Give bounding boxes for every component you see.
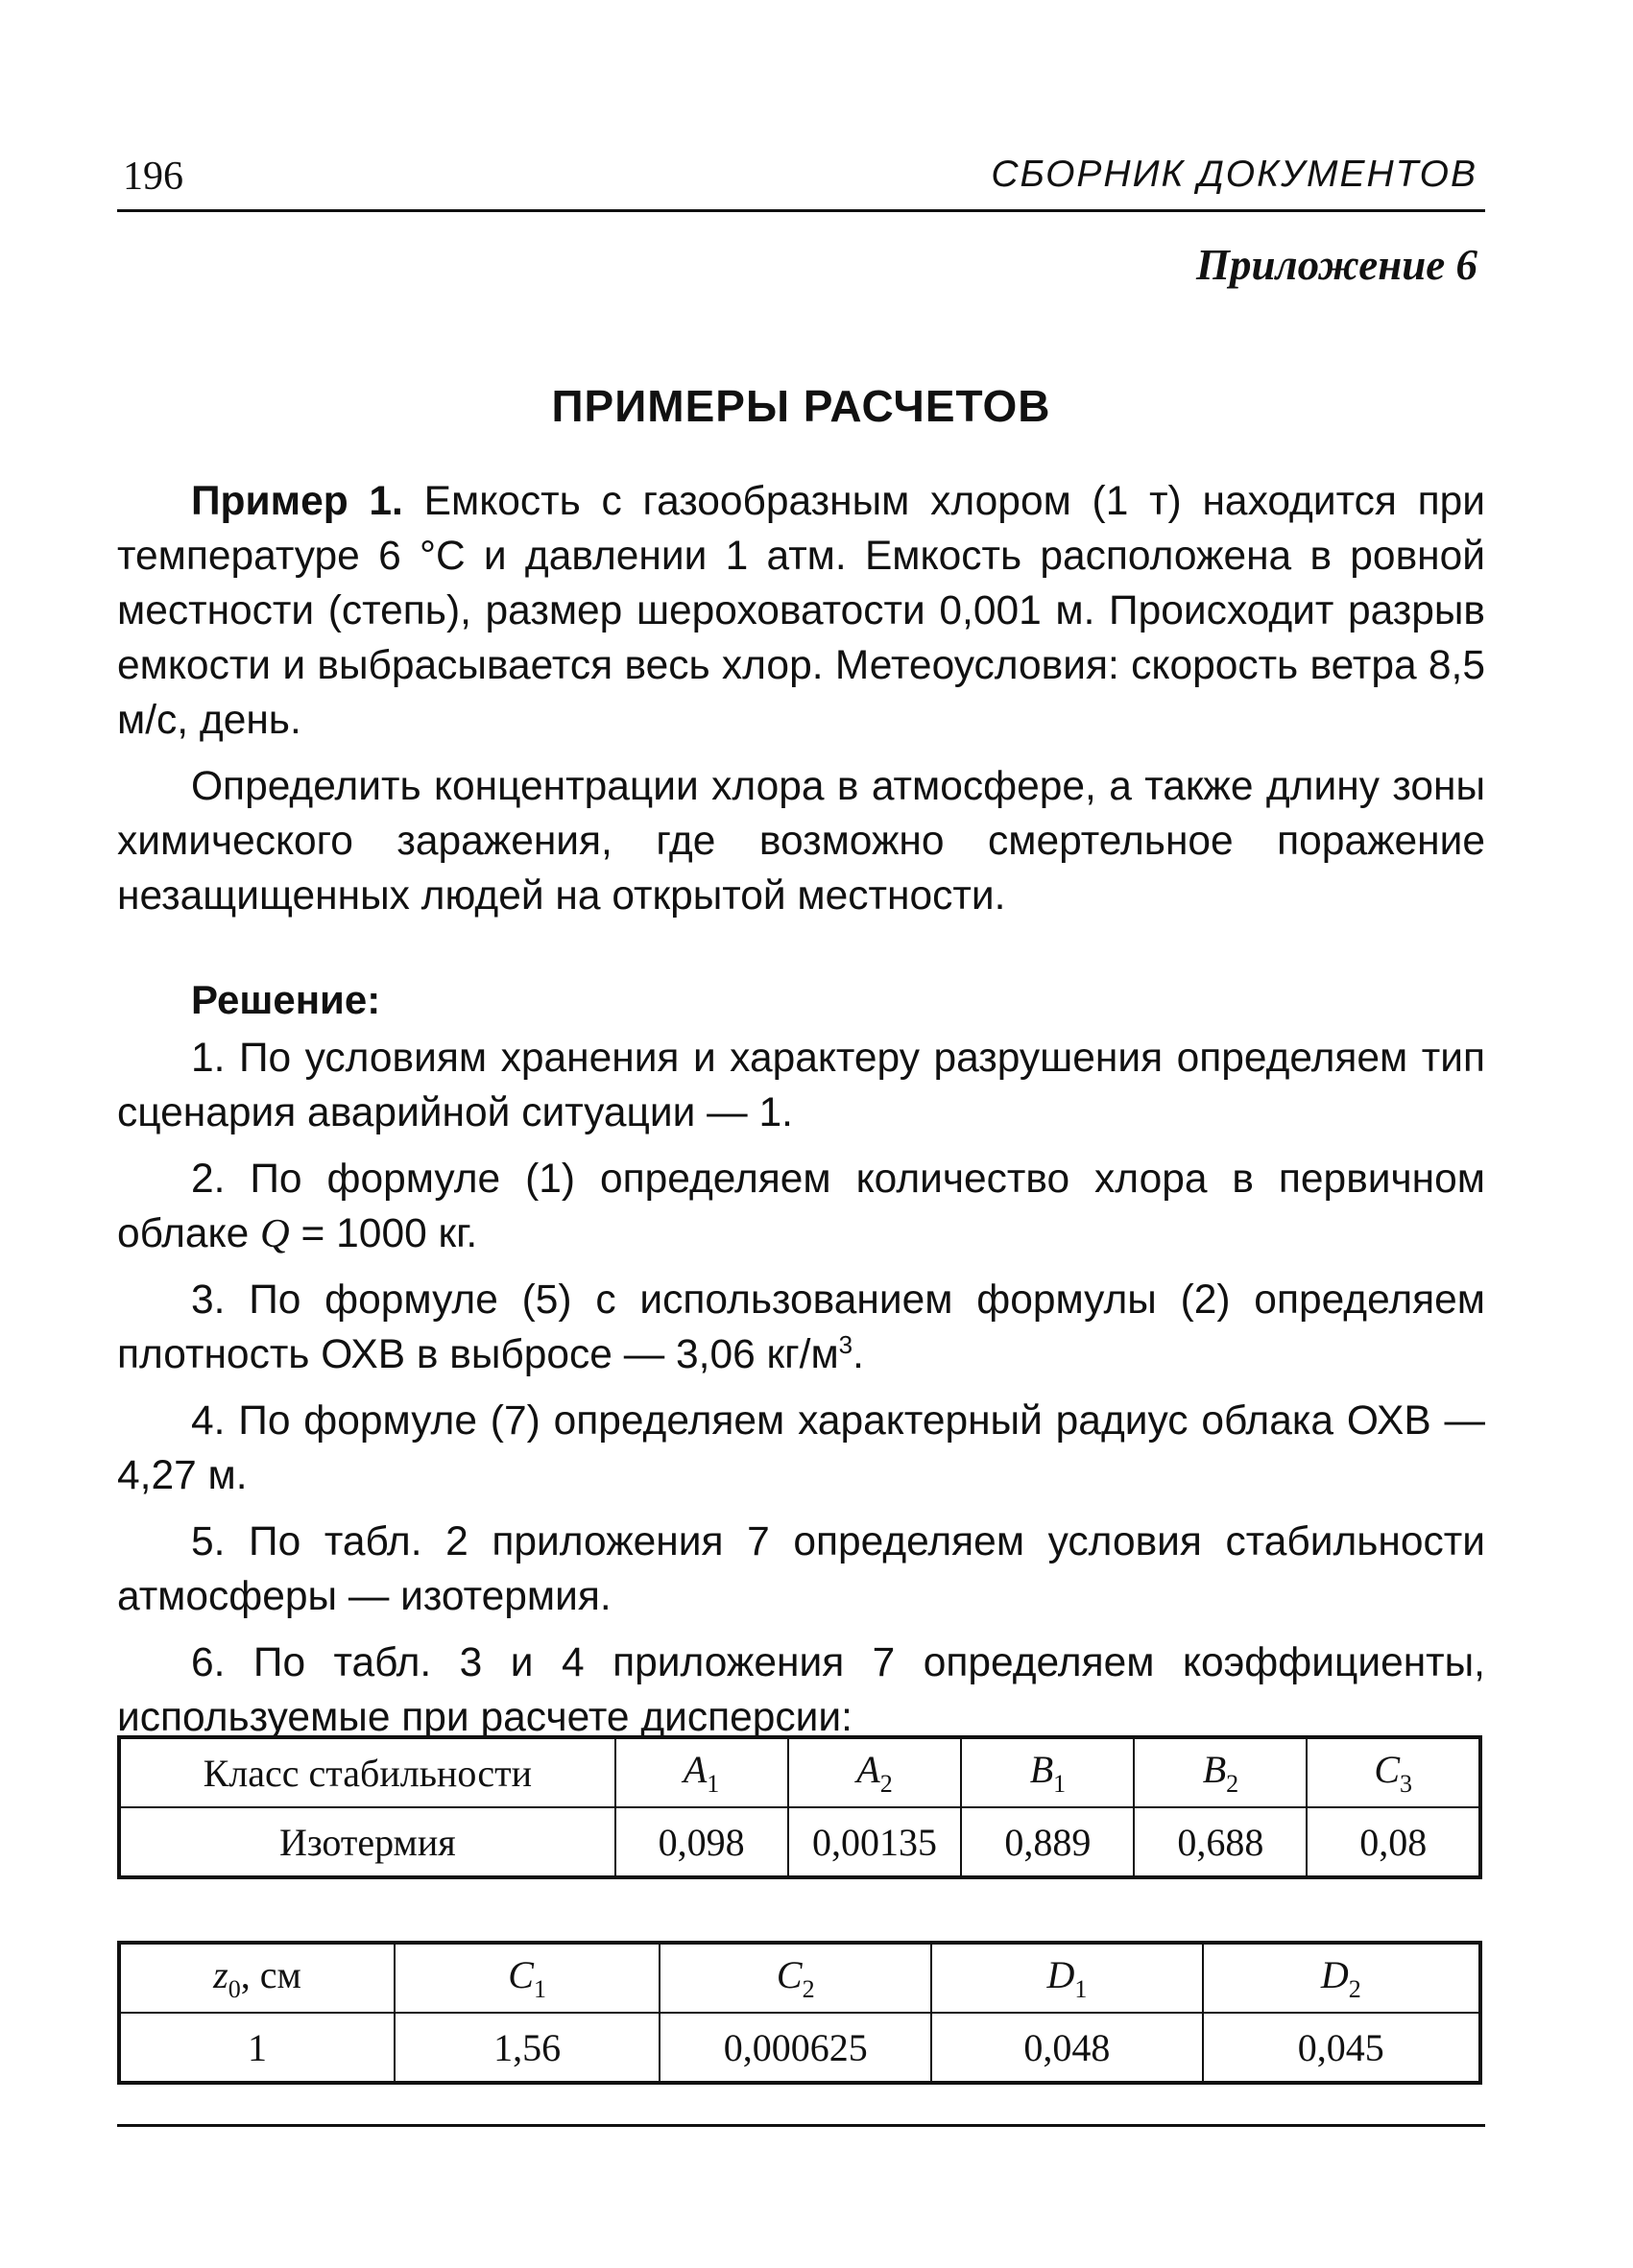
- step-4: 4. По формуле (7) определяем характерный радиус облака ОХВ — 4,27 м.: [117, 1398, 1485, 1498]
- table-cell: Изотермия: [119, 1807, 615, 1877]
- table-header-cell: $z_0$, см: [119, 1943, 395, 2013]
- table-cell: 1,56: [395, 2013, 660, 2083]
- variable-q: Q: [260, 1211, 290, 1256]
- running-header: [117, 152, 1485, 212]
- table-cell: 0,889: [961, 1807, 1134, 1877]
- document-page: [117, 0, 1485, 2268]
- step-1: 1. По условиям хранения и характеру разрушения определяем тип сценария аварийной ситуации — 1.: [117, 1036, 1485, 1135]
- table-header-cell: $A_2$: [788, 1737, 962, 1807]
- roughness-coefficients-table: [117, 1941, 1482, 2085]
- table-header-row: [119, 1943, 1480, 2013]
- table-cell: 0,048: [931, 2013, 1202, 2083]
- table-row: [119, 2013, 1480, 2083]
- example-label: Пример 1.: [191, 479, 403, 524]
- table-header-cell: $D_1$: [931, 1943, 1202, 2013]
- table-cell: 1: [119, 2013, 395, 2083]
- step-6: 6. По табл. 3 и 4 приложения 7 определяем коэффициенты, используемые при расчете дисперсии:: [117, 1640, 1485, 1740]
- table-header-cell: $B_2$: [1134, 1737, 1307, 1807]
- table-cell: 0,688: [1134, 1807, 1307, 1877]
- table-cell: 0,045: [1203, 2013, 1480, 2083]
- table-header-cell: $D_2$: [1203, 1943, 1480, 2013]
- table-header-cell: $C_2$: [660, 1943, 931, 2013]
- solution-heading: Решение:: [191, 977, 381, 1022]
- table-header-cell: $C_1$: [395, 1943, 660, 2013]
- table-cell: 0,098: [615, 1807, 788, 1877]
- bottom-rule: [117, 2124, 1485, 2127]
- running-title: СБОРНИК ДОКУМЕНТОВ: [991, 154, 1477, 195]
- stability-coefficients-table: [117, 1735, 1482, 1879]
- solution-steps: [117, 1031, 1485, 1745]
- step-5: 5. По табл. 2 приложения 7 определяем условия стабильности атмосферы — изотермия.: [117, 1519, 1485, 1619]
- page-title: ПРИМЕРЫ РАСЧЕТОВ: [551, 381, 1051, 431]
- table-header-cell: $C_3$: [1307, 1737, 1480, 1807]
- table-cell: 0,00135: [788, 1807, 962, 1877]
- table-header-cell: $A_1$: [615, 1737, 788, 1807]
- example-text: Емкость с газообразным хлором (1 т) находится при температуре 6 °С и давлении 1 атм. Емкость расположена в ровной местности (степь), размер шероховатости 0,001 м. Происходит разрыв емкости и выбрасывается весь хлор. Метеоусловия: скорость ветра 8,5 м/с, день.: [117, 479, 1485, 743]
- page-number: 196: [123, 155, 183, 199]
- table-cell: 0,08: [1307, 1807, 1480, 1877]
- task-paragraph: Определить концентрации хлора в атмосфере, а также длину зоны химического заражения, где возможно смертельное поражение незащищенных людей на открытой местности.: [117, 764, 1485, 919]
- step-3: 3. По формуле (5) с использованием формулы (2) определяем плотность ОХВ в выбросе — 3,06 $кг/м^3$.: [117, 1277, 1485, 1377]
- step-2: 2. По формуле (1) определяем количество хлора в первичном облаке Q = 1000 кг.: [117, 1157, 1485, 1256]
- appendix-label: Приложение 6: [1196, 241, 1477, 289]
- example-block: [117, 474, 1485, 923]
- table-header-cell: $B_1$: [961, 1737, 1134, 1807]
- table-header-row: [119, 1737, 1480, 1807]
- table-header-cell: Класс стабильности: [119, 1737, 615, 1807]
- table-cell: 0,000625: [660, 2013, 931, 2083]
- table-row: [119, 1807, 1480, 1877]
- example-paragraph: [117, 474, 1485, 748]
